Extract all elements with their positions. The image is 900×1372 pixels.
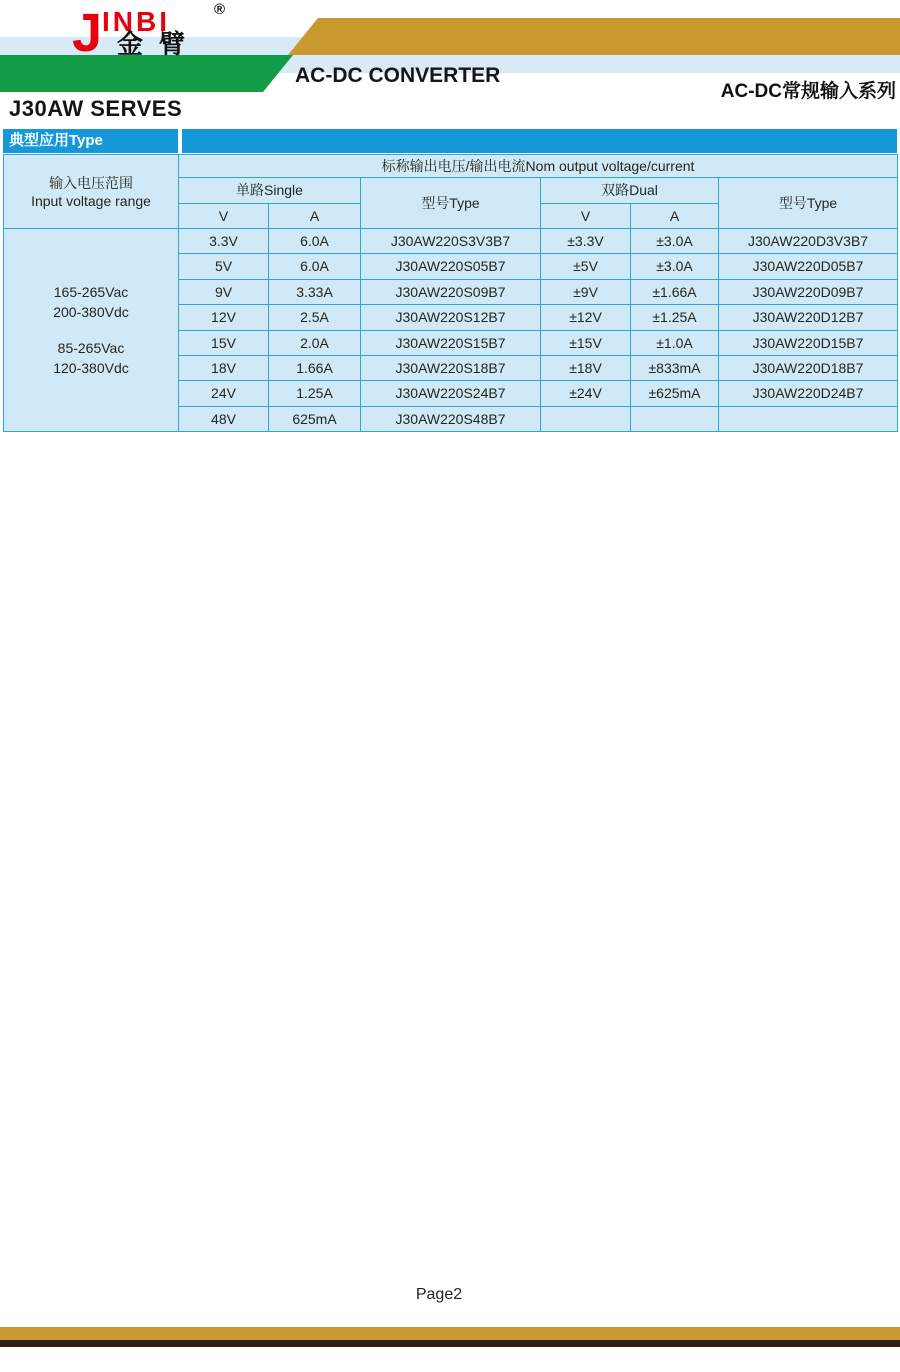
section-header-bar	[3, 129, 897, 153]
section-bar-fill	[182, 129, 897, 153]
footer-dark-bar	[0, 1340, 900, 1347]
cell-amp-single: 6.0A	[269, 229, 361, 254]
amp-header-single: A	[269, 204, 361, 229]
type-header-dual: 型号Type	[719, 178, 898, 229]
cell-volt-single: 3.3V	[179, 229, 269, 254]
logo-text-inbi: INBI	[102, 6, 170, 37]
cell-amp-dual: ±3.0A	[631, 229, 719, 254]
cell-volt-dual: ±15V	[541, 330, 631, 355]
nominal-output-header: 标称输出电压/输出电流Nom output voltage/current	[179, 155, 898, 178]
cell-volt-single: 18V	[179, 355, 269, 380]
input-range-header-cn: 输入电压范围	[49, 174, 133, 191]
cell-amp-dual: ±625mA	[631, 381, 719, 406]
dual-channel-header: 双路Dual	[541, 178, 719, 204]
cell-volt-dual	[541, 406, 631, 431]
cell-amp-single: 625mA	[269, 406, 361, 431]
cell-type-dual: J30AW220D24B7	[719, 381, 898, 406]
input-range-group	[4, 338, 178, 378]
cell-amp-single: 2.0A	[269, 330, 361, 355]
cell-amp-dual	[631, 406, 719, 431]
cell-volt-single: 9V	[179, 279, 269, 304]
cell-amp-single: 3.33A	[269, 279, 361, 304]
cell-volt-dual: ±3.3V	[541, 229, 631, 254]
spec-table	[3, 154, 898, 432]
banner-title-cn: AC-DC常规输入系列	[720, 81, 896, 102]
cell-type-single: J30AW220S24B7	[361, 381, 541, 406]
input-range-group	[4, 282, 178, 322]
content-area	[3, 129, 897, 432]
type-header-single: 型号Type	[361, 178, 541, 229]
cell-type-single: J30AW220S48B7	[361, 406, 541, 431]
cell-type-dual: J30AW220D18B7	[719, 355, 898, 380]
banner-title-en: AC-DC CONVERTER	[295, 64, 501, 87]
cell-type-single: J30AW220S12B7	[361, 305, 541, 330]
cell-amp-dual: ±833mA	[631, 355, 719, 380]
cell-volt-single: 24V	[179, 381, 269, 406]
cell-volt-single: 12V	[179, 305, 269, 330]
cell-amp-dual: ±3.0A	[631, 254, 719, 279]
cell-volt-dual: ±24V	[541, 381, 631, 406]
input-voltage-range-cell	[4, 229, 179, 432]
cell-type-dual: J30AW220D09B7	[719, 279, 898, 304]
logo-letter-j: J	[72, 3, 103, 63]
page-number: Page2	[415, 1286, 463, 1303]
cell-volt-single: 5V	[179, 254, 269, 279]
cell-type-dual: J30AW220D3V3B7	[719, 229, 898, 254]
registered-trademark-icon: ®	[214, 1, 226, 18]
cell-volt-dual: ±18V	[541, 355, 631, 380]
cell-type-single: J30AW220S3V3B7	[361, 229, 541, 254]
input-range-line: 85-265Vac	[57, 340, 125, 357]
cell-volt-dual: ±5V	[541, 254, 631, 279]
single-channel-header: 单路Single	[179, 178, 361, 204]
input-range-line: 165-265Vac	[53, 284, 129, 301]
cell-type-dual: J30AW220D12B7	[719, 305, 898, 330]
cell-type-single: J30AW220S05B7	[361, 254, 541, 279]
cell-volt-dual: ±12V	[541, 305, 631, 330]
cell-type-dual: J30AW220D15B7	[719, 330, 898, 355]
cell-amp-single: 1.66A	[269, 355, 361, 380]
amp-header-dual: A	[631, 204, 719, 229]
table-header-row-1	[4, 155, 898, 178]
cell-type-single: J30AW220S15B7	[361, 330, 541, 355]
spec-table-body	[4, 229, 898, 432]
input-range-line: 120-380Vdc	[53, 360, 129, 377]
cell-amp-single: 2.5A	[269, 305, 361, 330]
cell-amp-dual: ±1.25A	[631, 305, 719, 330]
section-header-label: 典型应用Type	[3, 129, 178, 153]
input-voltage-range-header	[4, 155, 179, 229]
brand-logo	[72, 2, 252, 62]
cell-amp-single: 1.25A	[269, 381, 361, 406]
cell-amp-single: 6.0A	[269, 254, 361, 279]
cell-type-single: J30AW220S18B7	[361, 355, 541, 380]
cell-type-dual	[719, 406, 898, 431]
cell-amp-dual: ±1.0A	[631, 330, 719, 355]
input-range-header-en: Input voltage range	[31, 192, 151, 209]
cell-volt-dual: ±9V	[541, 279, 631, 304]
cell-type-single: J30AW220S09B7	[361, 279, 541, 304]
cell-amp-dual: ±1.66A	[631, 279, 719, 304]
cell-volt-single: 48V	[179, 406, 269, 431]
logo-text-chinese: 金臂	[117, 29, 202, 59]
cell-volt-single: 15V	[179, 330, 269, 355]
cell-type-dual: J30AW220D05B7	[719, 254, 898, 279]
footer-gold-bar	[0, 1327, 900, 1340]
table-row	[4, 229, 898, 254]
volt-header-dual: V	[541, 204, 631, 229]
volt-header-single: V	[179, 204, 269, 229]
series-title: J30AW SERVES	[9, 96, 183, 121]
input-range-line: 200-380Vdc	[53, 304, 129, 321]
